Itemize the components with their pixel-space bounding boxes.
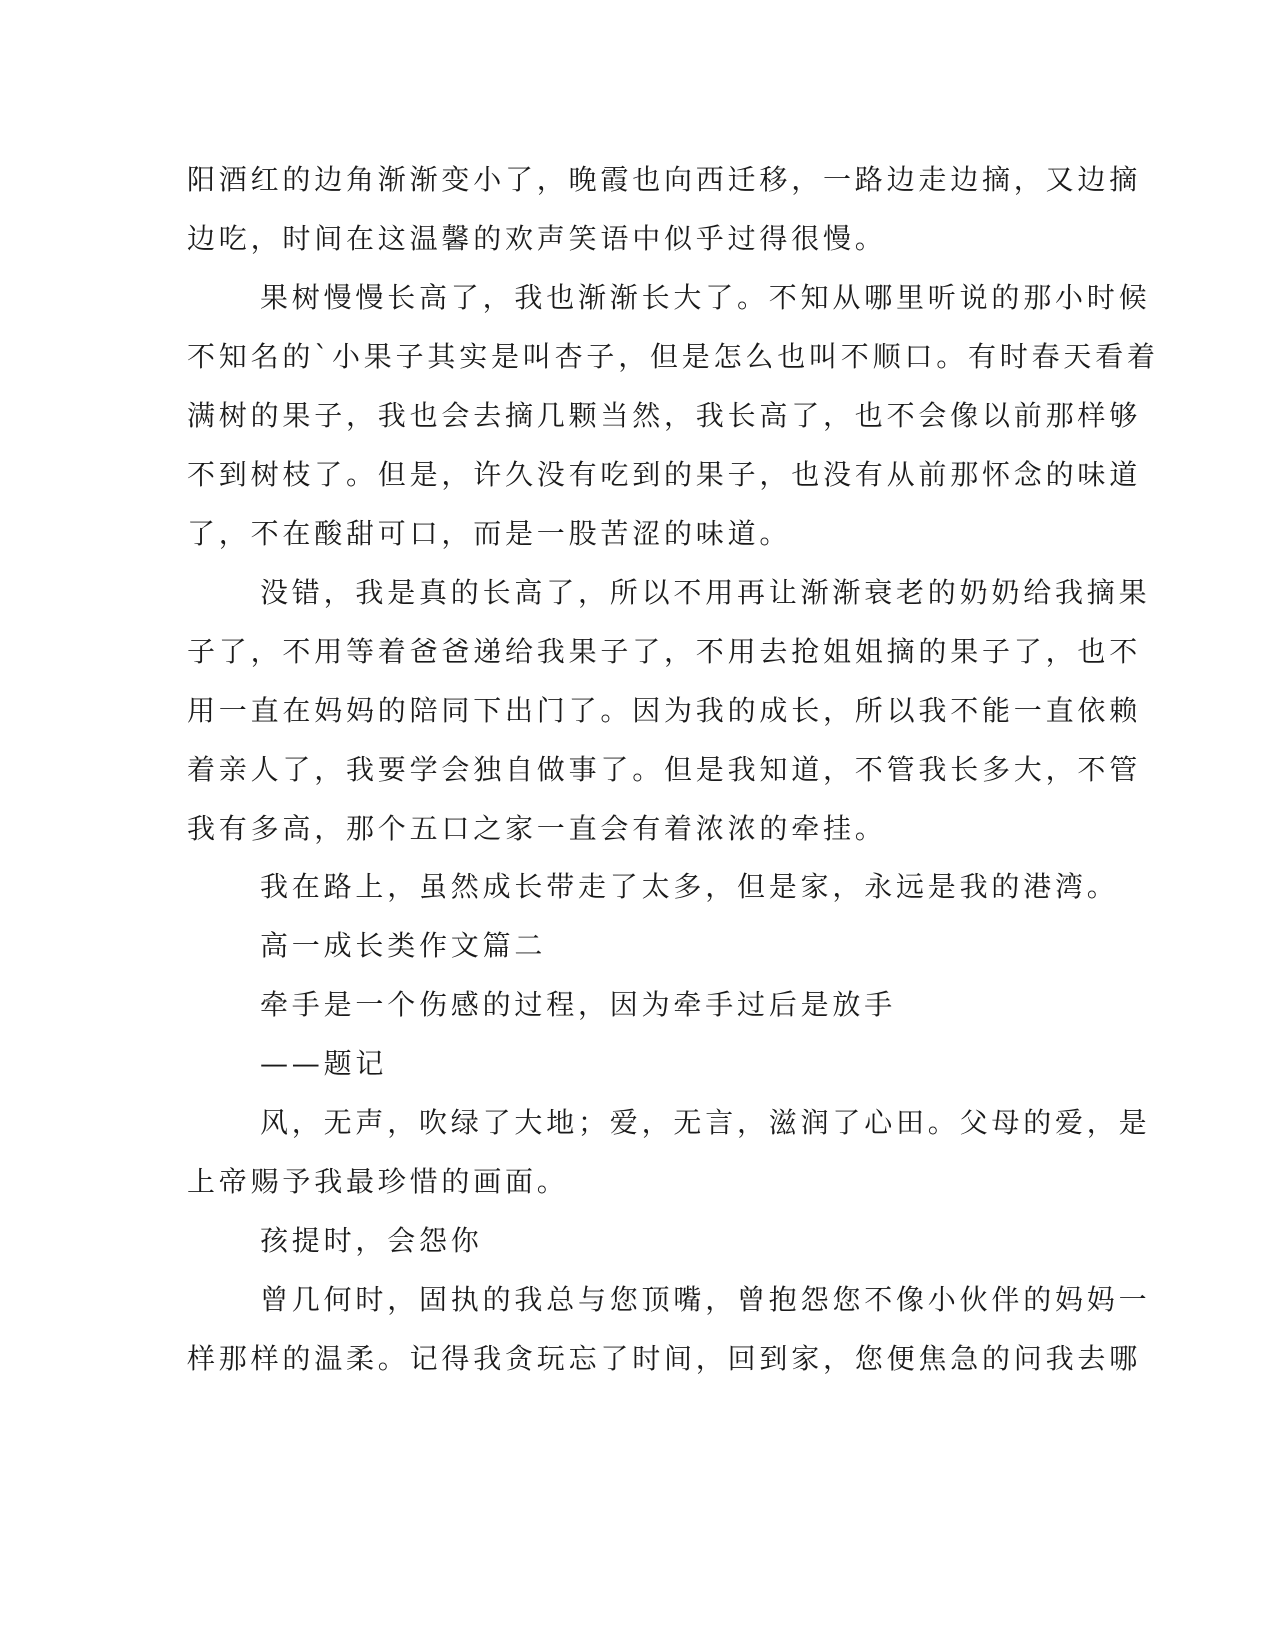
subheading: 孩提时，会怨你 [260, 1224, 483, 1257]
text-line: 不到树枝了。但是，许久没有吃到的果子，也没有从前那怀念的味道 [187, 458, 1142, 491]
epigraph: 牵手是一个伤感的过程，因为牵手过后是放手 [260, 988, 897, 1021]
text-line: 着亲人了，我要学会独自做事了。但是我知道，不管我长多大，不管 [187, 753, 1142, 786]
epigraph-attribution: ——题记 [260, 1047, 388, 1080]
text-line: 了，不在酸甜可口，而是一股苦涩的味道。 [187, 517, 792, 550]
paragraph-start-line: 曾几何时，固执的我总与您顶嘴，曾抱怨您不像小伙伴的妈妈一 [260, 1283, 1151, 1316]
text-line: 子了，不用等着爸爸递给我果子了，不用去抢姐姐摘的果子了，也不 [187, 635, 1142, 668]
text-line: 边吃，时间在这温馨的欢声笑语中似乎过得很慢。 [187, 222, 887, 255]
paragraph-start-line: 风，无声，吹绿了大地；爱，无言，滋润了心田。父母的爱，是 [260, 1106, 1151, 1139]
text-line: 阳酒红的边角渐渐变小了，晚霞也向西迁移，一路边走边摘，又边摘 [187, 163, 1142, 196]
text-line: 样那样的温柔。记得我贪玩忘了时间，回到家，您便焦急的问我去哪 [187, 1342, 1142, 1375]
text-line: 用一直在妈妈的陪同下出门了。因为我的成长，所以我不能一直依赖 [187, 694, 1142, 727]
section-heading: 高一成长类作文篇二 [260, 929, 547, 962]
text-line: 上帝赐予我最珍惜的画面。 [187, 1165, 569, 1198]
text-line: 我有多高，那个五口之家一直会有着浓浓的牵挂。 [187, 812, 887, 845]
paragraph-start-line: 果树慢慢长高了，我也渐渐长大了。不知从哪里听说的那小时候 [260, 281, 1151, 314]
paragraph-start-line: 我在路上，虽然成长带走了太多，但是家，永远是我的港湾。 [260, 870, 1119, 903]
paragraph-start-line: 没错，我是真的长高了，所以不用再让渐渐衰老的奶奶给我摘果 [260, 576, 1151, 609]
text-line: 满树的果子，我也会去摘几颗当然，我长高了，也不会像以前那样够 [187, 399, 1142, 432]
text-line: 不知名的`小果子其实是叫杏子，但是怎么也叫不顺口。有时春天看着 [187, 340, 1159, 373]
